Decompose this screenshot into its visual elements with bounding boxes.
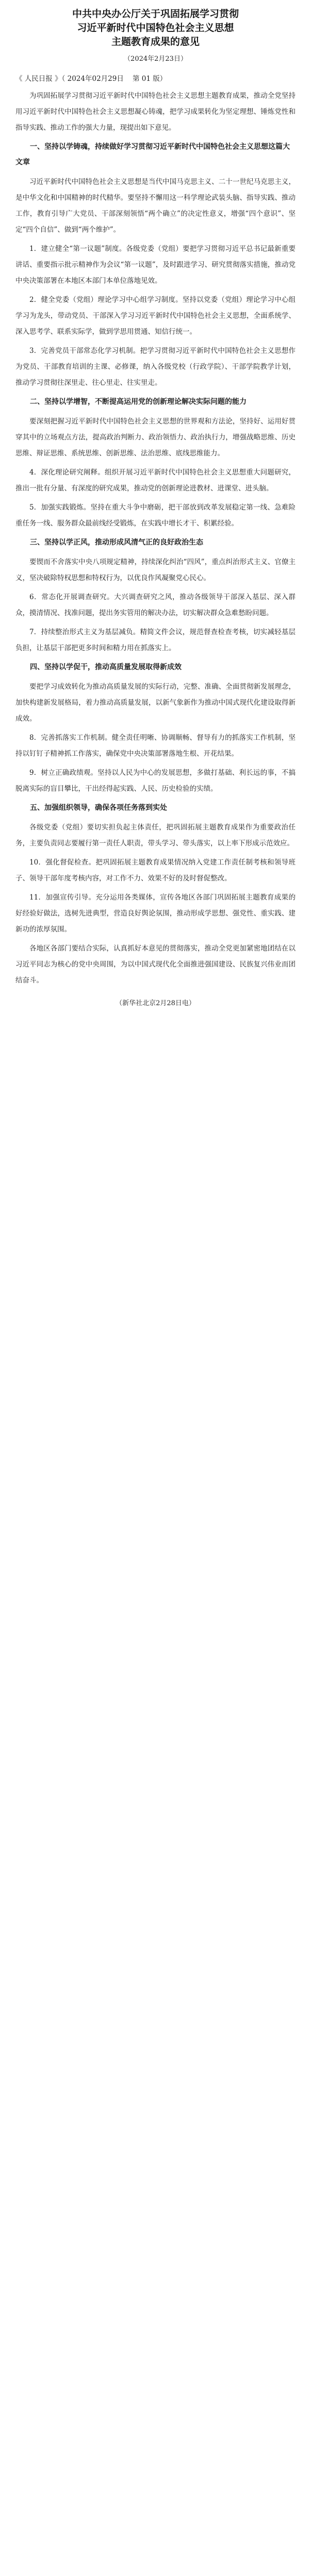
- body-paragraph: 11．加强宣传引导。充分运用各类媒体，宣传各地区各部门巩固拓展主题教育成果的好经验好做法，选树先进典型，营造良好舆论氛围，推动形成学思想、强党性、重实践、建新功的浓厚氛围。: [15, 893, 296, 934]
- issue-date: （2024年2月23日）: [124, 55, 187, 63]
- article-page: [0, 0, 311, 1024]
- body-paragraph: 各地区各部门要结合实际，认真抓好本意见的贯彻落实，推动全党更加紧密地团结在以习近平同志为核心的党中央周围，为以中国式现代化全面推进强国建设、民族复兴伟业而团结奋斗。: [15, 944, 296, 985]
- body-paragraph: 3．完善党员干部常态化学习机制。把学习贯彻习近平新时代中国特色社会主义思想作为党员、干部教育培训的主课、必修课，纳入各级党校（行政学院）、干部学院教学计划，推动学习贯彻往深里走、往心里走、往实里走。: [15, 347, 296, 387]
- body-paragraph: 5．加强实践锻炼。坚持在重大斗争中磨砺，把干部放到改革发展稳定第一线、急难险重任务一线、服务群众最前线经受锻炼，在实践中增长才干、积累经验。: [15, 503, 296, 528]
- title-line: 主题教育成果的意见: [111, 36, 200, 47]
- body-paragraph: 10．强化督促检查。把巩固拓展主题教育成果情况纳入党建工作责任制考核和领导班子、领导干部年度考核内容，对工作不力、效果不好的及时督促整改。: [15, 858, 296, 883]
- body-paragraph: 9．树立正确政绩观。坚持以人民为中心的发展思想，多做打基础、利长远的事，不搞脱离实际的盲目攀比，干出经得起实践、人民、历史检验的实绩。: [15, 769, 296, 793]
- body-paragraph: 要把学习成效转化为推动高质量发展的实际行动，完整、准确、全面贯彻新发展理念，加快构建新发展格局，着力推动高质量发展，以新气象新作为推动中国式现代化建设取得新成效。: [15, 683, 296, 723]
- article-title: [15, 7, 296, 49]
- section-heading: 四、坚持以学促干，推动高质量发展取得新成效: [30, 663, 182, 671]
- section-heading: 三、坚持以学正风，推动形成风清气正的良好政治生态: [30, 538, 203, 547]
- source-line: 《 人民日报 》（ 2024年02月29日 第 01 版）: [15, 75, 167, 83]
- title-line: 中共中央办公厅关于巩固拓展学习贯彻: [72, 8, 239, 20]
- body-paragraph: 6．常态化开展调查研究。大兴调查研究之风，推动各级领导干部深入基层、深入群众，摸清情况、找准问题，提出务实管用的解决办法，切实解决群众急难愁盼问题。: [15, 593, 296, 617]
- body-paragraph: 为巩固拓展学习贯彻习近平新时代中国特色社会主义思想主题教育成果，推动全党坚持用习近平新时代中国特色社会主义思想凝心铸魂，把学习成果转化为坚定理想、锤炼党性和指导实践、推动工作的强大力量，现提出如下意见。: [15, 92, 296, 132]
- body-paragraph: 7．持续整治形式主义为基层减负。精简文件会议，规范督查检查考核，切实减轻基层负担，让基层干部把更多时间和精力用在抓落实上。: [15, 628, 296, 652]
- section-heading: 二、坚持以学增智，不断提高运用党的创新理论解决实际问题的能力: [30, 398, 247, 406]
- body-paragraph: 要锲而不舍落实中央八项规定精神，持续深化纠治“四风”，重点纠治形式主义、官僚主义，坚决破除特权思想和特权行为，以优良作风凝聚党心民心。: [15, 558, 296, 582]
- article-body: [15, 88, 296, 989]
- section-heading: 一、坚持以学铸魂，持续做好学习贯彻习近平新时代中国特色社会主义思想这篇大文章: [15, 143, 290, 166]
- section-heading: 五、加强组织领导，确保各项任务落到实处: [30, 804, 167, 812]
- title-line: 习近平新时代中国特色社会主义思想: [77, 22, 234, 33]
- body-paragraph: 要深刻把握习近平新时代中国特色社会主义思想的世界观和方法论，坚持好、运用好贯穿其中的立场观点方法，提高政治判断力、政治领悟力、政治执行力，增强战略思维、历史思维、辩证思维、系统思维、创新思维、法治思维、底线思维能力。: [15, 417, 296, 457]
- body-paragraph: 2．健全党委（党组）理论学习中心组学习制度。坚持以党委（党组）理论学习中心组学习为龙头，带动党员、干部深入学习习近平新时代中国特色社会主义思想，全面系统学、深入思考学、联系实际学，做到学思用贯通、知信行统一。: [15, 296, 296, 336]
- article-footer: （新华社北京2月28日电）: [116, 999, 195, 1007]
- body-paragraph: 1．建立健全“第一议题”制度。各级党委（党组）要把学习贯彻习近平总书记最新重要讲话、重要指示批示精神作为会议“第一议题”，及时跟进学习、研究贯彻落实措施，推动党中央决策部署在本地区本部门本单位落地见效。: [15, 245, 296, 285]
- body-paragraph: 4．深化理论研究阐释。组织开展习近平新时代中国特色社会主义思想重大问题研究，推出一批有分量、有深度的研究成果，推动党的创新理论进教材、进课堂、进头脑。: [15, 468, 296, 493]
- body-paragraph: 各级党委（党组）要切实担负起主体责任，把巩固拓展主题教育成果作为重要政治任务，主要负责同志要履行第一责任人职责，带头学习、带头落实，以上率下形成示范效应。: [15, 823, 296, 848]
- body-paragraph: 8．完善抓落实工作机制。健全责任明晰、协调顺畅、督导有力的抓落实工作机制，坚持以钉钉子精神抓工作落实，确保党中央决策部署落地生根、开花结果。: [15, 734, 296, 758]
- body-paragraph: 习近平新时代中国特色社会主义思想是当代中国马克思主义、二十一世纪马克思主义，是中华文化和中国精神的时代精华。要坚持不懈用这一科学理论武装头脑、指导实践、推动工作，教育引导广大党员、干部深刻领悟“两个确立”的决定性意义，增强“四个意识”、坚定“四个自信”、做到“两个维护”。: [15, 178, 296, 234]
